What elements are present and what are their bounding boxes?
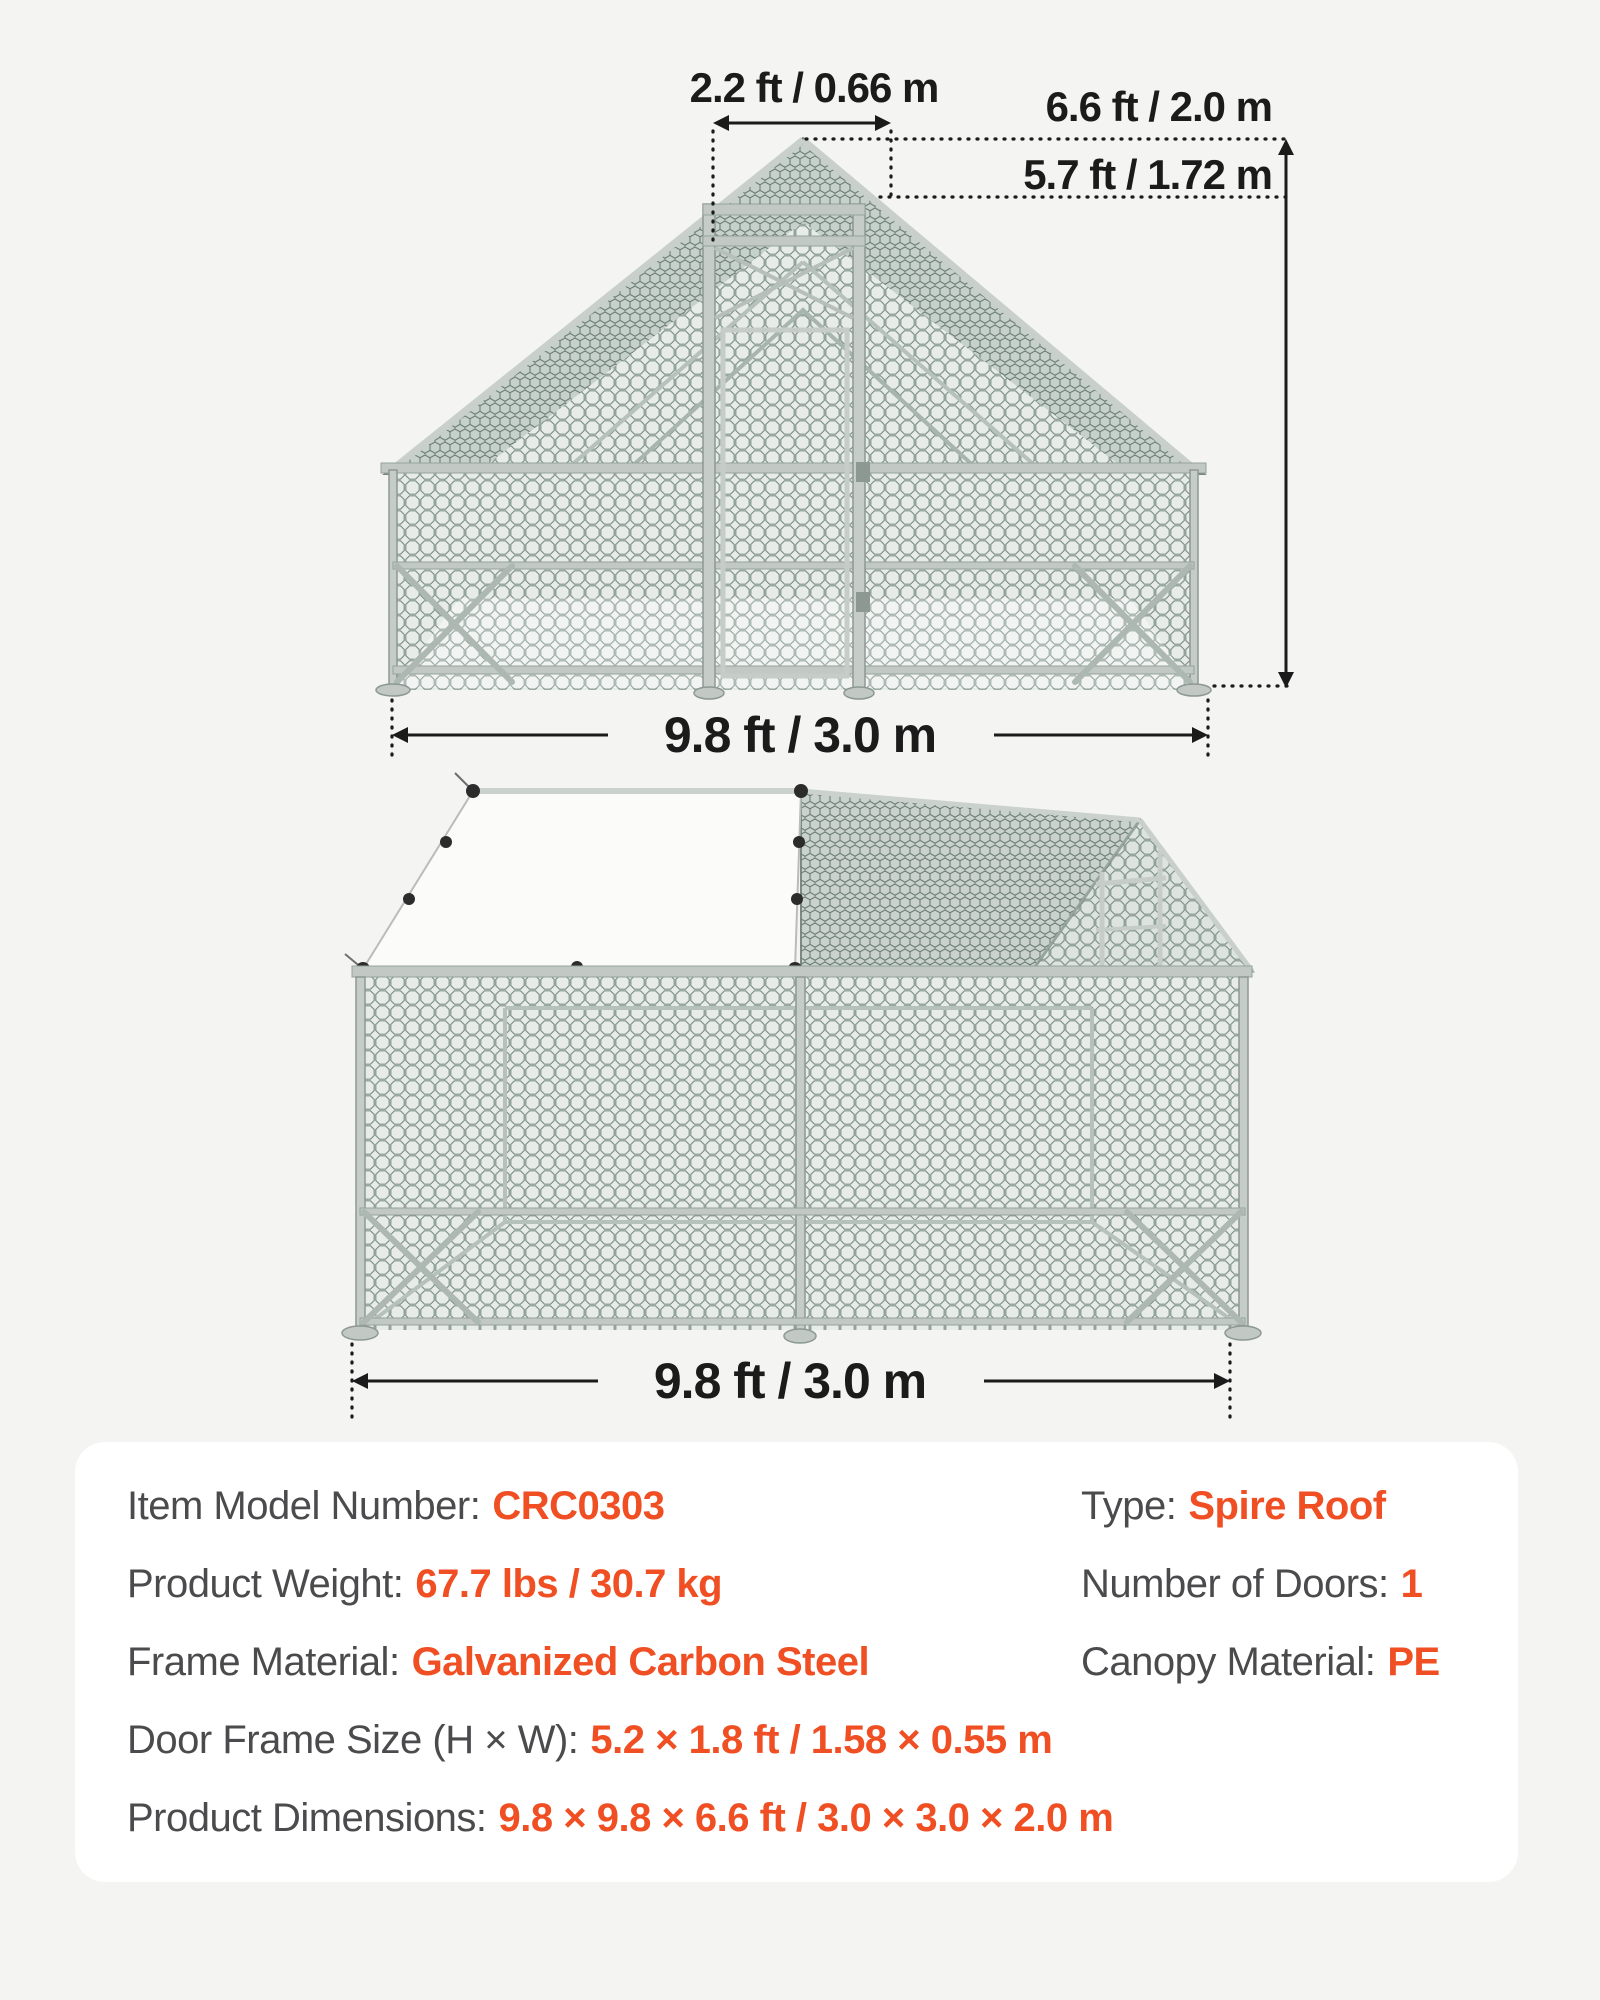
spec-label: Product Dimensions:: [127, 1795, 487, 1840]
corner-pole-left: [356, 977, 365, 1330]
spec-value: 67.7 lbs / 30.7 kg: [415, 1561, 723, 1606]
eave-rail: [352, 966, 1252, 977]
corner-pole-right: [1190, 470, 1198, 690]
spec-row-frame-material: [127, 1623, 1081, 1701]
mid-rail: [360, 1208, 1245, 1215]
spec-value: 9.8 × 9.8 × 6.6 ft / 3.0 × 3.0 × 2.0 m: [498, 1795, 1114, 1840]
dim-front-base-width-label: 9.8 ft / 3.0 m: [663, 707, 937, 763]
spec-value: Galvanized Carbon Steel: [411, 1639, 870, 1684]
dim-height-line: [1214, 139, 1294, 688]
center-pole: [796, 977, 805, 1330]
spec-label: Frame Material:: [127, 1639, 400, 1684]
spec-row-weight: [127, 1545, 1081, 1623]
spec-label: Canopy Material:: [1081, 1639, 1376, 1684]
dim-front-base-width: [392, 700, 1208, 763]
spec-value: PE: [1387, 1639, 1440, 1684]
spec-grid: [127, 1467, 1518, 1857]
door-top-bar: [703, 204, 865, 215]
spec-card: [75, 1442, 1518, 1882]
perspective-body: [342, 966, 1261, 1343]
spec-row-canopy-material: [1081, 1623, 1518, 1701]
dim-door-top-width-label: 2.2 ft / 0.66 m: [689, 64, 939, 111]
dim-perspective-base-width-label: 9.8 ft / 3.0 m: [653, 1353, 927, 1409]
dim-secondary-height: [880, 151, 1286, 198]
spec-value: 5.2 × 1.8 ft / 1.58 × 0.55 m: [590, 1717, 1053, 1762]
corner-pole-left: [389, 470, 397, 690]
spec-value: 1: [1400, 1561, 1423, 1606]
corner-pole-right: [1239, 977, 1248, 1330]
dim-secondary-height-label: 5.7 ft / 1.72 m: [1023, 151, 1272, 198]
perspective-view: [342, 773, 1261, 1424]
base-rail: [393, 666, 1194, 674]
front-view: [376, 64, 1294, 763]
spec-value: Spire Roof: [1188, 1483, 1386, 1528]
spec-value: CRC0303: [492, 1483, 665, 1528]
eave-rail: [381, 463, 1206, 473]
spec-row-doors: [1081, 1545, 1518, 1623]
spec-row-type: [1081, 1467, 1518, 1545]
base-rail: [360, 1318, 1245, 1325]
spec-row-door-size: [127, 1701, 1518, 1779]
door-second-bar: [703, 236, 865, 246]
spec-label: Product Weight:: [127, 1561, 404, 1606]
door-hinge-lower: [856, 592, 870, 612]
dim-perspective-base-width: [352, 1344, 1230, 1424]
spec-label: Type:: [1081, 1483, 1177, 1528]
dim-total-height-label: 6.6 ft / 2.0 m: [1045, 83, 1272, 130]
spec-row-model: [127, 1467, 1081, 1545]
spec-label: Number of Doors:: [1081, 1561, 1389, 1606]
spec-label: Door Frame Size (H × W):: [127, 1717, 579, 1762]
spec-label: Item Model Number:: [127, 1483, 481, 1528]
spec-row-product-dimensions: [127, 1779, 1518, 1857]
door-hinge-upper: [856, 462, 870, 482]
